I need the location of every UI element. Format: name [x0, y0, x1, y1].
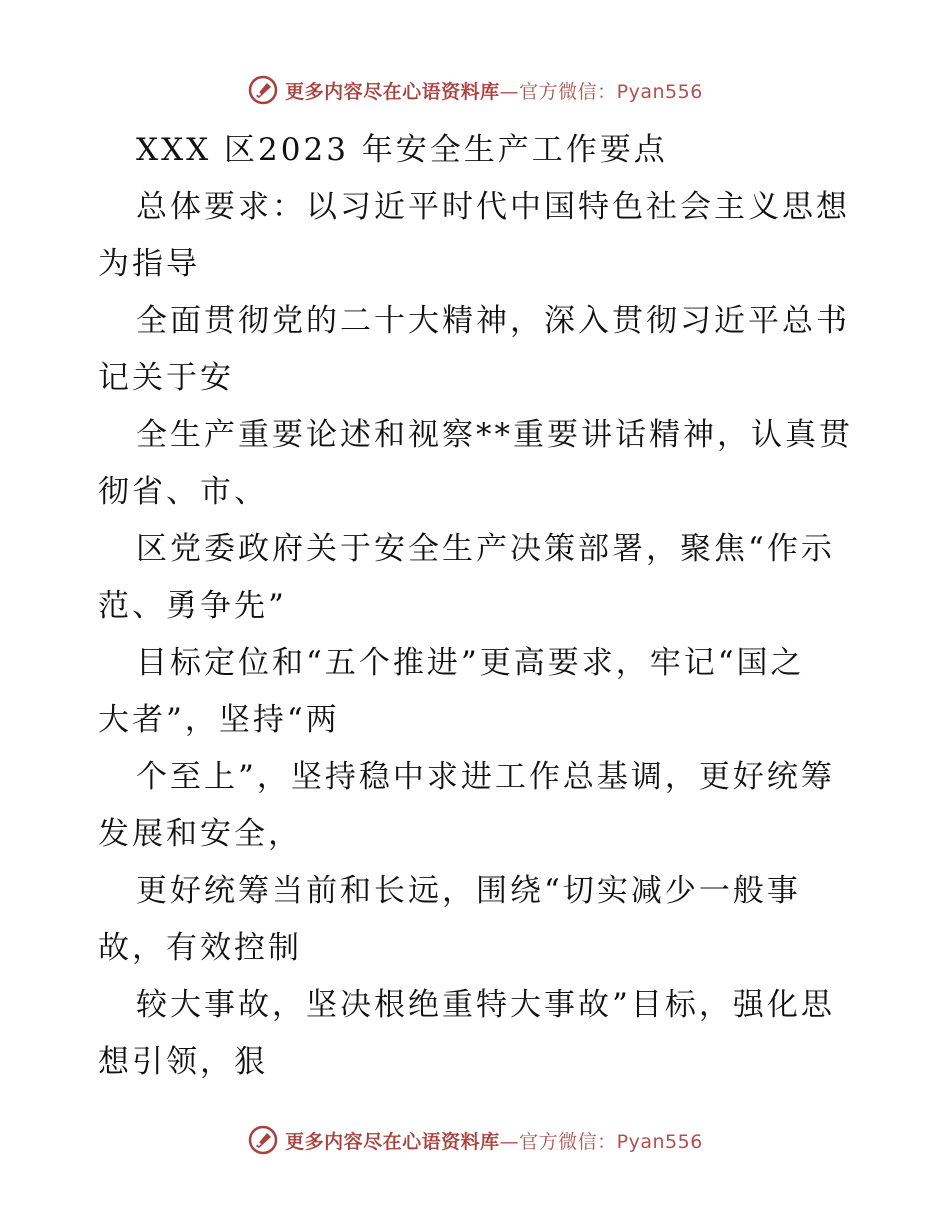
banner-contact: 官方微信：Pyan556: [519, 1130, 703, 1153]
banner-text: [285, 1127, 703, 1154]
text-line: 范、勇争先”: [98, 588, 287, 624]
text-line: 想引领，狠: [98, 1044, 268, 1080]
pen-nib-logo-icon: [247, 1124, 279, 1156]
text-line: 目标定位和“五个推进”更高要求，牢记“国之: [136, 645, 805, 681]
document-title: XXX 区2023 年安全生产工作要点: [136, 132, 668, 168]
text-line: 大者”，坚持“两: [98, 702, 340, 738]
header-banner: [0, 70, 950, 110]
footer-banner: [0, 1120, 950, 1160]
text-line: 为指导: [98, 246, 200, 282]
text-line: 较大事故，坚决根绝重特大事故”目标，强化思: [136, 987, 835, 1023]
text-line: 总体要求：以习近平时代中国特色社会主义思想: [136, 189, 850, 225]
text-line: 彻省、市、: [98, 474, 268, 510]
text-line: 记关于安: [98, 360, 234, 396]
text-line: 个至上”，坚持稳中求进工作总基调，更好统筹: [136, 759, 835, 795]
pen-nib-logo-icon: [247, 74, 279, 106]
text-line: 更好统筹当前和长远，围绕“切实减少一般事: [136, 873, 801, 909]
banner-contact: 官方微信：Pyan556: [519, 80, 703, 103]
text-line: 全面贯彻党的二十大精神，深入贯彻习近平总书: [136, 303, 850, 339]
banner-brand: 更多内容尽在心语资料库: [285, 80, 500, 103]
banner-text: [285, 77, 703, 104]
text-line: 发展和安全，: [98, 816, 302, 852]
document-body: [98, 122, 858, 1091]
text-line: 全生产重要论述和视察**重要讲话精神，认真贯: [136, 417, 853, 453]
banner-separator: —: [499, 80, 520, 103]
text-line: 区党委政府关于安全生产决策部署，聚焦“作示: [136, 531, 835, 567]
banner-brand: 更多内容尽在心语资料库: [285, 1130, 500, 1153]
text-line: 故，有效控制: [98, 930, 302, 966]
banner-separator: —: [499, 1130, 520, 1153]
